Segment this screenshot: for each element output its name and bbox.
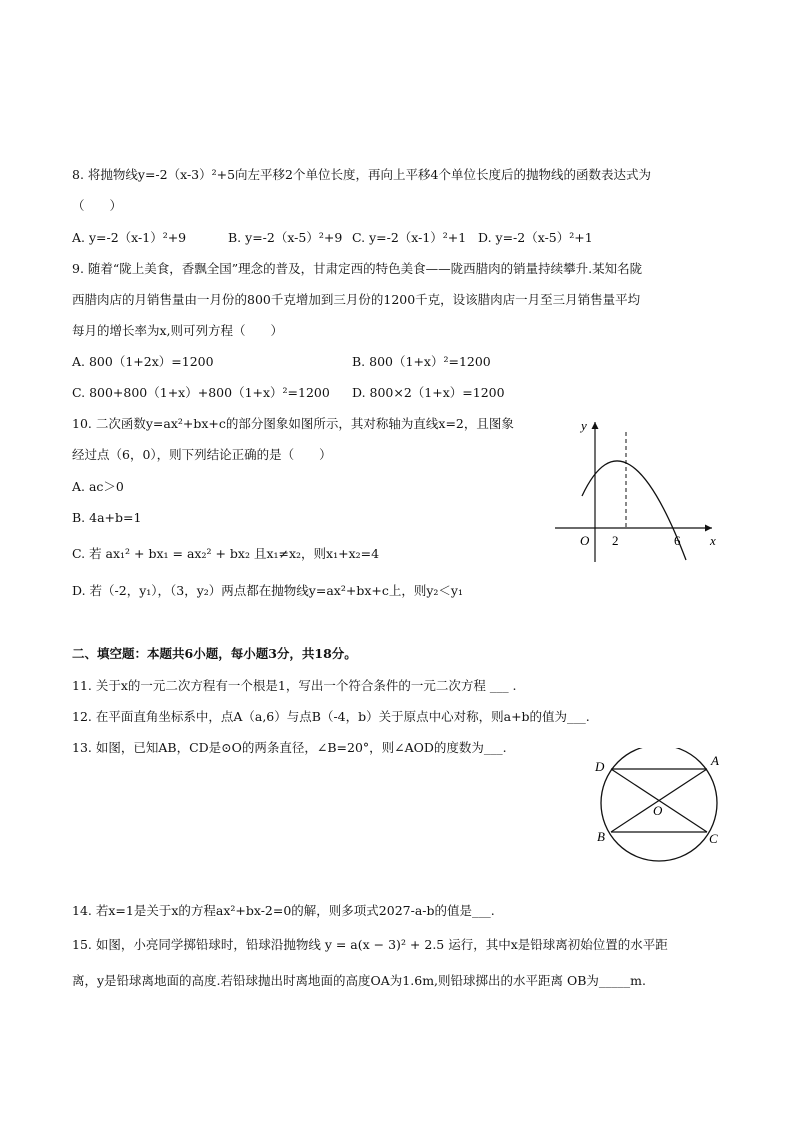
q9-line3: 每月的增长率为x,则可列方程（ ） <box>72 323 284 338</box>
q8-option-c: C. y=-2（x-1）²+1 <box>352 230 467 245</box>
tick-6-label: 6 <box>674 533 681 548</box>
q8-option-a: A. y=-2（x-1）²+9 <box>72 230 187 245</box>
q10-line2: 经过点（6，0），则下列结论正确的是（ ） <box>72 447 332 462</box>
point-b-label: B <box>597 829 605 844</box>
q9-option-d: D. 800×2（1+x）=1200 <box>352 385 505 400</box>
y-axis-label: y <box>581 418 587 433</box>
parabola-figure <box>550 410 730 570</box>
q10-line1: 10. 二次函数y=ax²+bx+c的部分图象如图所示，其对称轴为直线x=2，且图象 <box>72 416 514 431</box>
section-heading: 二、填空题：本题共6小题，每小题3分，共18分。 <box>72 646 357 661</box>
q14-text: 14. 若x=1是关于x的方程ax²+bx-2=0的解，则多项式2027-a-b的值是___. <box>72 903 495 918</box>
q8-option-b: B. y=-2（x-5）²+9 <box>228 230 343 245</box>
center-o-label: O <box>653 803 663 818</box>
q9-line2: 西腊肉店的月销售量由一月份的800千克增加到三月份的1200千克，设该腊肉店一月至三月销售量平均 <box>72 292 641 307</box>
q9-option-a: A. 800（1+2x）=1200 <box>72 354 214 369</box>
q11-text: 11. 关于x的一元二次方程有一个根是1，写出一个符合条件的一元二次方程 ___ . <box>72 678 517 693</box>
origin-label: O <box>580 533 590 548</box>
q15-line1: 15. 如图，小亮同学掷铅球时，铅球沿抛物线 y = a(x − 3)² + 2.5 运行，其中x是铅球离初始位置的水平距 <box>72 937 668 952</box>
q10-option-b: B. 4a+b=1 <box>72 510 142 525</box>
q12-text: 12. 在平面直角坐标系中，点A（a,6）与点B（-4，b）关于原点中心对称，则a+b的值为___. <box>72 709 590 724</box>
q15-line2: 离，y是铅球离地面的高度.若铅球抛出时离地面的高度OA为1.6m,则铅球掷出的水平距离 OB为_____m. <box>72 973 647 988</box>
q8-stem: 8. 将抛物线y=-2（x-3）²+5向左平移2个单位长度，再向上平移4个单位长度后的抛物线的函数表达式为 <box>72 167 651 182</box>
q9-option-b: B. 800（1+x）²=1200 <box>352 354 491 369</box>
q13-text: 13. 如图，已知AB，CD是⊙O的两条直径，∠B=20°，则∠AOD的度数为___. <box>72 740 507 755</box>
q8-option-d: D. y=-2（x-5）²+1 <box>478 230 593 245</box>
point-a-label: A <box>711 753 719 768</box>
x-axis-label: x <box>710 533 716 548</box>
point-c-label: C <box>709 831 718 846</box>
q9-option-c: C. 800+800（1+x）+800（1+x）²=1200 <box>72 385 330 400</box>
q10-option-d: D. 若（-2，y₁），（3，y₂）两点都在抛物线y=ax²+bx+c上，则y₂＜y₁ <box>72 583 463 598</box>
q10-option-a: A. ac＞0 <box>72 479 124 494</box>
tick-2-label: 2 <box>612 533 619 548</box>
q8-paren: （ ） <box>72 198 123 213</box>
point-d-label: D <box>595 759 605 774</box>
parabola-curve <box>582 461 686 560</box>
q10-option-c: C. 若 ax₁² + bx₁ = ax₂² + bx₂ 且x₁≠x₂，则x₁+x₂=4 <box>72 546 380 561</box>
q9-line1: 9. 随着“陇上美食，香飘全国”理念的普及，甘肃定西的特色美食——陇西腊肉的销量持续攀升.某知名陇 <box>72 261 643 276</box>
circle-figure <box>585 748 735 868</box>
